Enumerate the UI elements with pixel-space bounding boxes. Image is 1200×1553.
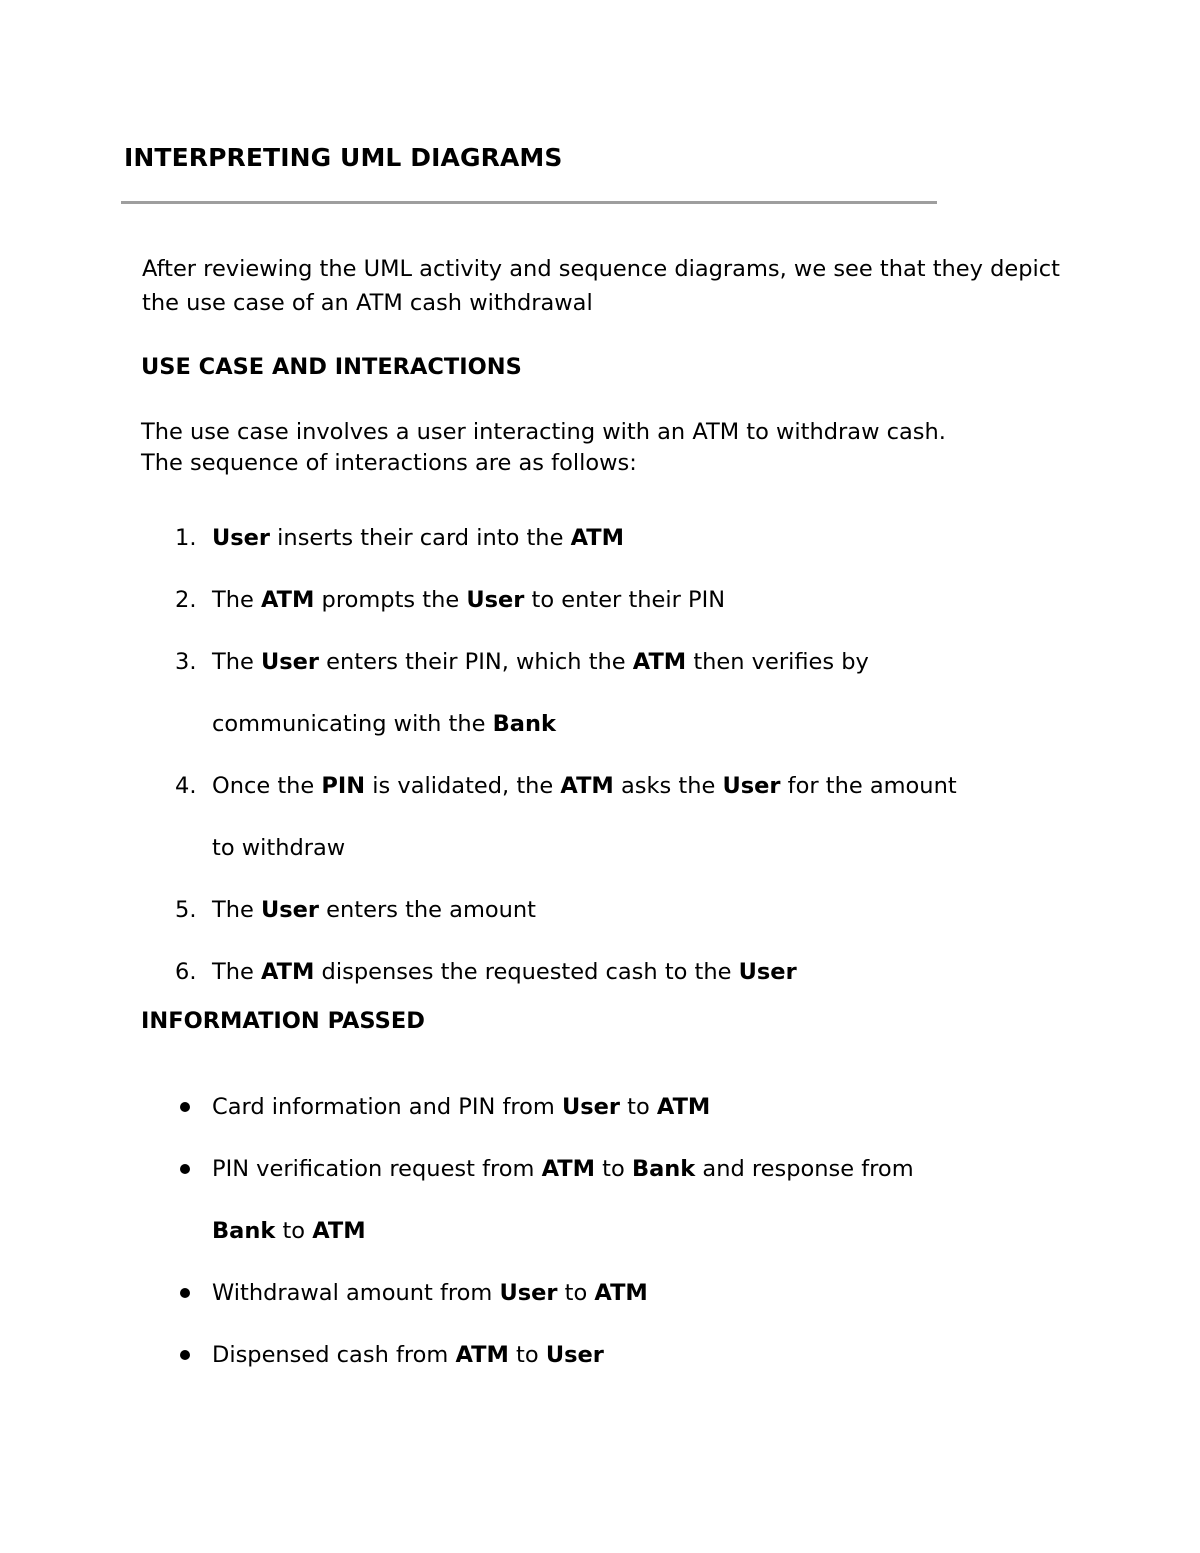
list-item-number: 2.: [175, 587, 197, 613]
bold-term: User: [499, 1280, 558, 1306]
list-item-number: 1.: [175, 525, 197, 551]
list-item-line: [212, 879, 1080, 941]
text-run: inserts their card into the: [270, 525, 571, 551]
bold-term: Bank: [631, 1156, 696, 1182]
information-passed-list: [140, 1076, 1080, 1386]
list-item-line: [212, 941, 1080, 1003]
bold-term: User: [738, 959, 797, 985]
text-run: Once the: [212, 773, 322, 799]
bold-term: User: [261, 649, 320, 675]
text-run: to: [508, 1342, 546, 1368]
text-run: to: [595, 1156, 632, 1182]
bold-term: User: [722, 773, 781, 799]
list-item-line: [212, 631, 1080, 693]
text-run: The: [212, 897, 261, 923]
text-run: then verifies by: [686, 649, 869, 675]
bold-term: User: [561, 1094, 621, 1120]
bold-term: Bank: [212, 1218, 276, 1244]
list-item: [140, 1076, 1080, 1138]
list-item: [140, 755, 1080, 879]
text-run: for the amount: [780, 773, 957, 799]
text-run: Dispensed cash from: [212, 1342, 456, 1368]
text-run: dispenses the requested cash to the: [314, 959, 739, 985]
list-item-line: [212, 1324, 1080, 1386]
list-item: [140, 941, 1080, 1003]
text-run: to withdraw: [212, 835, 346, 861]
list-item-line: [212, 569, 1080, 631]
bullet-icon: [180, 1164, 190, 1174]
bold-term: User: [466, 587, 525, 613]
text-run: is validated, the: [365, 773, 561, 799]
text-run: communicating with the: [212, 711, 493, 737]
list-item-line: [212, 755, 1080, 817]
bullet-icon: [180, 1288, 190, 1298]
list-item-line: [212, 1200, 1080, 1262]
use-case-description-line: The sequence of interactions are as follows:: [141, 450, 637, 476]
text-run: enters the amount: [319, 897, 536, 923]
text-run: PIN verification request from: [212, 1156, 542, 1182]
text-run: prompts the: [314, 587, 467, 613]
bold-term: User: [212, 525, 271, 551]
bold-term: User: [261, 897, 320, 923]
text-run: The: [212, 587, 261, 613]
list-item-number: 3.: [175, 649, 197, 675]
text-run: The: [212, 649, 261, 675]
text-run: to: [620, 1094, 657, 1120]
text-run: enters their PIN, which the: [319, 649, 633, 675]
text-run: and response from: [695, 1156, 914, 1182]
list-item-line: [212, 817, 1080, 879]
bold-term: ATM: [312, 1218, 366, 1244]
list-item-number: 5.: [175, 897, 197, 923]
list-item-number: 4.: [175, 773, 197, 799]
list-item-line: [212, 1076, 1080, 1138]
list-item: [140, 569, 1080, 631]
text-run: The: [212, 959, 261, 985]
section-heading-use-case: USE CASE AND INTERACTIONS: [141, 354, 522, 380]
list-item-line: [212, 507, 1080, 569]
bold-term: Bank: [492, 711, 556, 737]
text-run: to enter their PIN: [524, 587, 726, 613]
list-item: [140, 507, 1080, 569]
bold-term: ATM: [261, 587, 315, 613]
bold-term: ATM: [656, 1094, 711, 1120]
use-case-description: [141, 417, 1101, 479]
list-item: [140, 1138, 1080, 1262]
use-case-description-line: The use case involves a user interacting with an ATM to withdraw cash.: [141, 419, 946, 445]
text-run: to: [275, 1218, 313, 1244]
bold-term: ATM: [261, 959, 315, 985]
bold-term: ATM: [570, 525, 624, 551]
page-title: INTERPRETING UML DIAGRAMS: [124, 143, 563, 172]
bold-term: ATM: [541, 1156, 596, 1182]
list-item-line: [212, 1262, 1080, 1324]
bold-term: ATM: [455, 1342, 509, 1368]
bullet-icon: [180, 1102, 190, 1112]
list-item: [140, 1324, 1080, 1386]
text-run: to: [557, 1280, 595, 1306]
section-heading-information-passed: INFORMATION PASSED: [141, 1008, 425, 1034]
bullet-icon: [180, 1350, 190, 1360]
intro-paragraph: After reviewing the UML activity and sequence diagrams, we see that they depict the use case of an ATM cash withdrawal: [142, 256, 1060, 316]
title-divider: [121, 201, 937, 204]
bold-term: ATM: [560, 773, 614, 799]
list-item-line: [212, 693, 1080, 755]
list-item-number: 6.: [175, 959, 197, 985]
bold-term: ATM: [594, 1280, 648, 1306]
list-item-line: [212, 1138, 1080, 1200]
text-run: asks the: [613, 773, 723, 799]
list-item: [140, 879, 1080, 941]
bold-term: PIN: [321, 773, 366, 799]
bold-term: ATM: [632, 649, 687, 675]
bold-term: User: [545, 1342, 604, 1368]
text-run: Card information and PIN from: [212, 1094, 562, 1120]
list-item: [140, 1262, 1080, 1324]
interaction-steps-list: [140, 507, 1080, 1003]
list-item: [140, 631, 1080, 755]
text-run: Withdrawal amount from: [212, 1280, 500, 1306]
